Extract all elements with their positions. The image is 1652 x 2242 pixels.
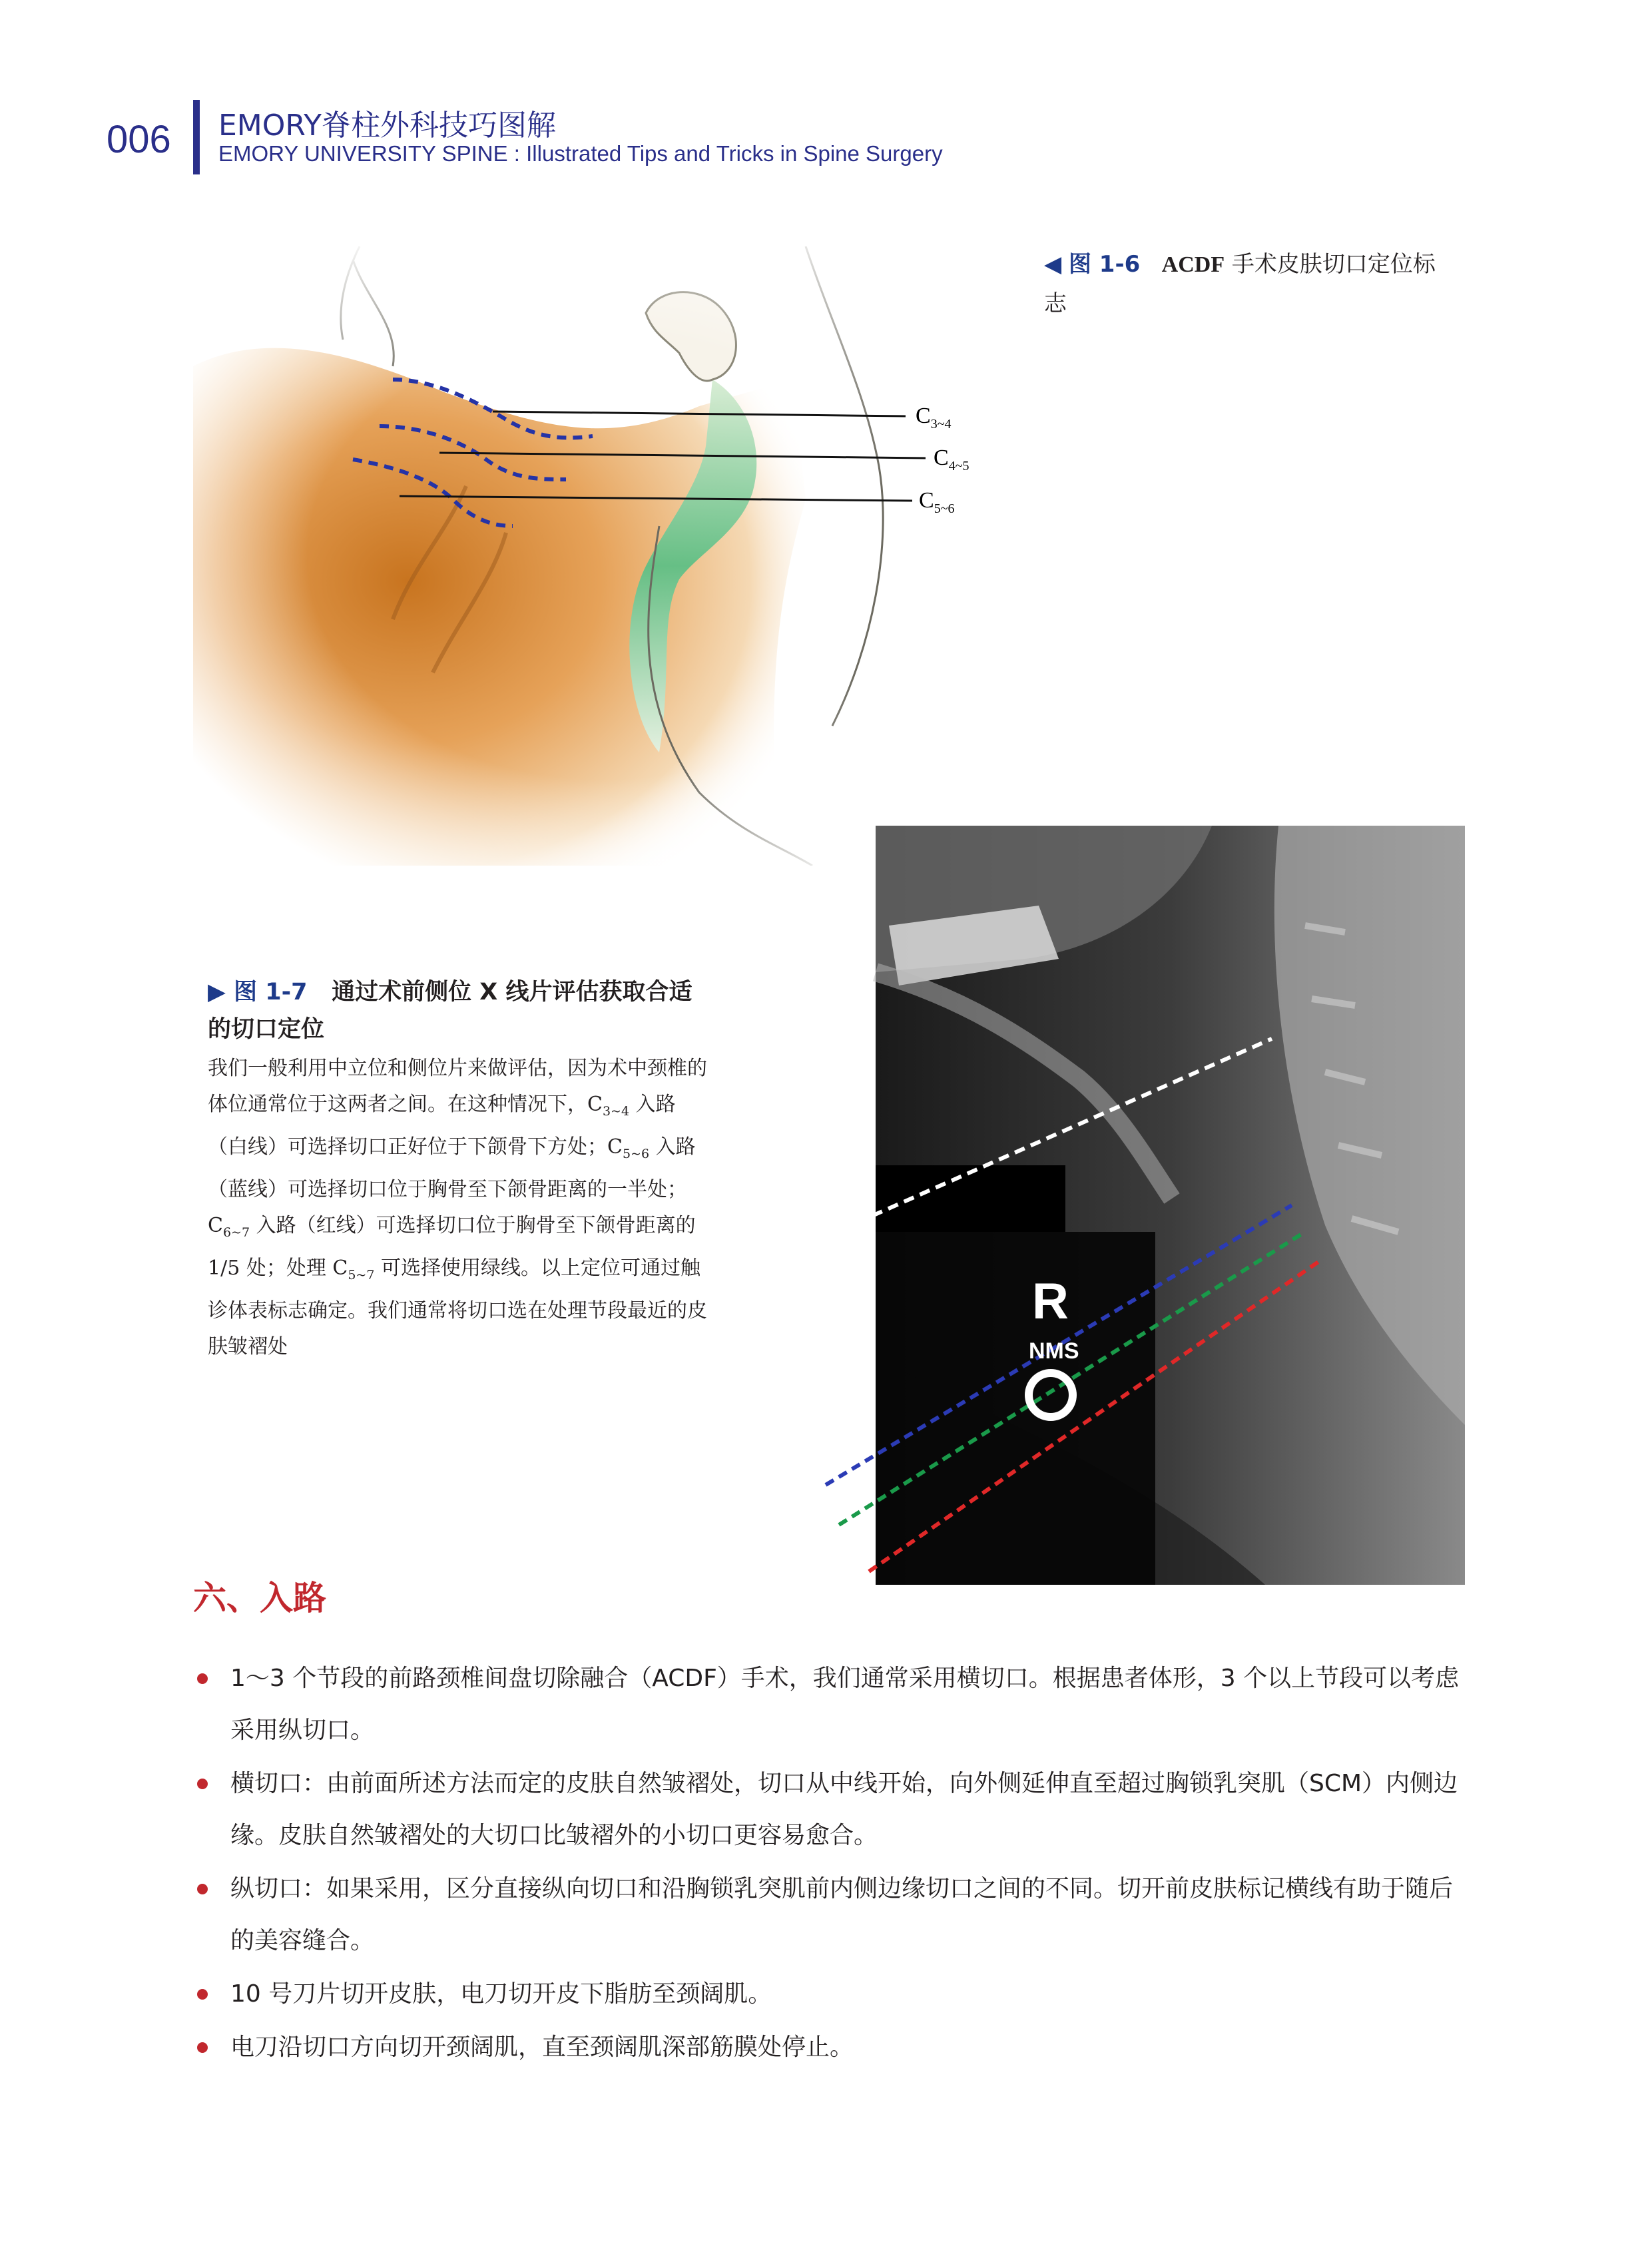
- bullet-list: [197, 1653, 1476, 2075]
- section-title: 六、入路: [193, 1579, 326, 1617]
- caption-body-part: 我们一般利用中立位和侧位片来做评估，因为术中颈椎的体位通常位于这两者之间。在这种情况下，: [208, 1057, 707, 1116]
- list-item-text: 1～3 个节段的前路颈椎间盘切除融合（ACDF）手术，我们通常采用横切口。根据患者体形，3 个以上节段可以考虑采用纵切口。: [230, 1665, 1460, 1744]
- list-item: [197, 1968, 1476, 2020]
- bullet-dot-icon: [197, 1989, 208, 2000]
- bullet-dot-icon: [197, 1673, 208, 1684]
- header-title-cn: EMORY脊柱外科技巧图解: [218, 109, 557, 142]
- caption-body-part: 入路（蓝线）可选择切口位于胸骨至下颌骨距离的一半处；: [208, 1135, 696, 1201]
- caption-title-text: 通过术前侧位 X 线片评估获取合适的切口定位: [208, 979, 692, 1043]
- level-c56: C: [607, 1135, 623, 1159]
- list-item-text: 电刀沿切口方向切开颈阔肌，直至颈阔肌深部筋膜处停止。: [230, 2034, 854, 2061]
- list-item: [197, 1653, 1476, 1757]
- xray-marker-text: NMS: [1029, 1338, 1079, 1364]
- bullet-dot-icon: [197, 1779, 208, 1789]
- caption-number: 图 1-7: [234, 979, 308, 1005]
- bullet-dot-icon: [197, 2042, 208, 2053]
- page-number: 006: [107, 118, 171, 161]
- caption-body: [208, 1051, 708, 1365]
- caption-body-part: 入路（白线）可选择切口正好位于下颌骨下方处；: [208, 1093, 676, 1159]
- level-c57-sub: 5~7: [348, 1268, 375, 1282]
- redaction-block: [876, 1165, 1065, 1232]
- dark-region: [876, 1232, 1155, 1585]
- level-c67-sub: 6~7: [222, 1225, 250, 1240]
- list-item-text: 10 号刀片切开皮肤，电刀切开皮下脂肪至颈阔肌。: [230, 1980, 772, 2008]
- caption-body-part: 可选择使用绿线。以上定位可通过触诊体表标志确定。我们通常将切口选在处理节段最近的皮肤皱褶处: [208, 1257, 707, 1358]
- level-c57: C: [332, 1257, 348, 1280]
- caption-marker: ▶: [208, 979, 226, 1005]
- list-item: [197, 1863, 1476, 1967]
- figure-1-6-neck-illustration: [193, 246, 1012, 866]
- level-c34-sub: 3~4: [602, 1104, 630, 1119]
- list-item: [197, 2022, 1476, 2074]
- figure-1-7-caption: [208, 974, 708, 1365]
- caption-number: 图 1-6: [1068, 251, 1141, 278]
- caption-marker: ◀: [1044, 251, 1062, 278]
- caption-en: ACDF: [1161, 252, 1225, 277]
- caption-text: 手术皮肤切口定位标志: [1044, 251, 1436, 317]
- figure-1-7-xray: [746, 826, 1465, 1585]
- figure-vignette: [193, 246, 1012, 866]
- xray-marker-letter: R: [1032, 1273, 1069, 1330]
- caption-title: [208, 974, 708, 1048]
- list-item-text: 横切口：由前面所述方法而定的皮肤自然皱褶处，切口从中线开始，向外侧延伸直至超过胸锁乳突肌（SCM）内侧边缘。皮肤自然皱褶处的大切口比皱褶外的小切口更容易愈合。: [230, 1770, 1458, 1849]
- figure-1-6-caption: [1044, 245, 1444, 323]
- label-c45: $C_{4\sim 5}$: [934, 445, 969, 473]
- level-c34: C: [587, 1093, 603, 1116]
- list-item-text: 纵切口：如果采用，区分直接纵向切口和沿胸锁乳突肌前内侧边缘切口之间的不同。切开前皮肤标记横线有助于随后的美容缝合。: [230, 1875, 1454, 1954]
- header-divider: [193, 100, 200, 174]
- header-title-en: EMORY UNIVERSITY SPINE : Illustrated Tips and Tricks in Spine Surgery: [218, 141, 943, 166]
- level-c67: C: [208, 1214, 223, 1237]
- label-c56: $C_{5\sim 6}$: [919, 488, 955, 516]
- bullet-dot-icon: [197, 1884, 208, 1894]
- level-c56-sub: 5~6: [622, 1147, 650, 1161]
- label-c34: $C_{3\sim 4}$: [916, 404, 952, 431]
- caption-body-part: 入路（红线）可选择切口位于胸骨至下颌骨距离的 1/5 处；处理: [208, 1214, 696, 1280]
- list-item: [197, 1758, 1476, 1862]
